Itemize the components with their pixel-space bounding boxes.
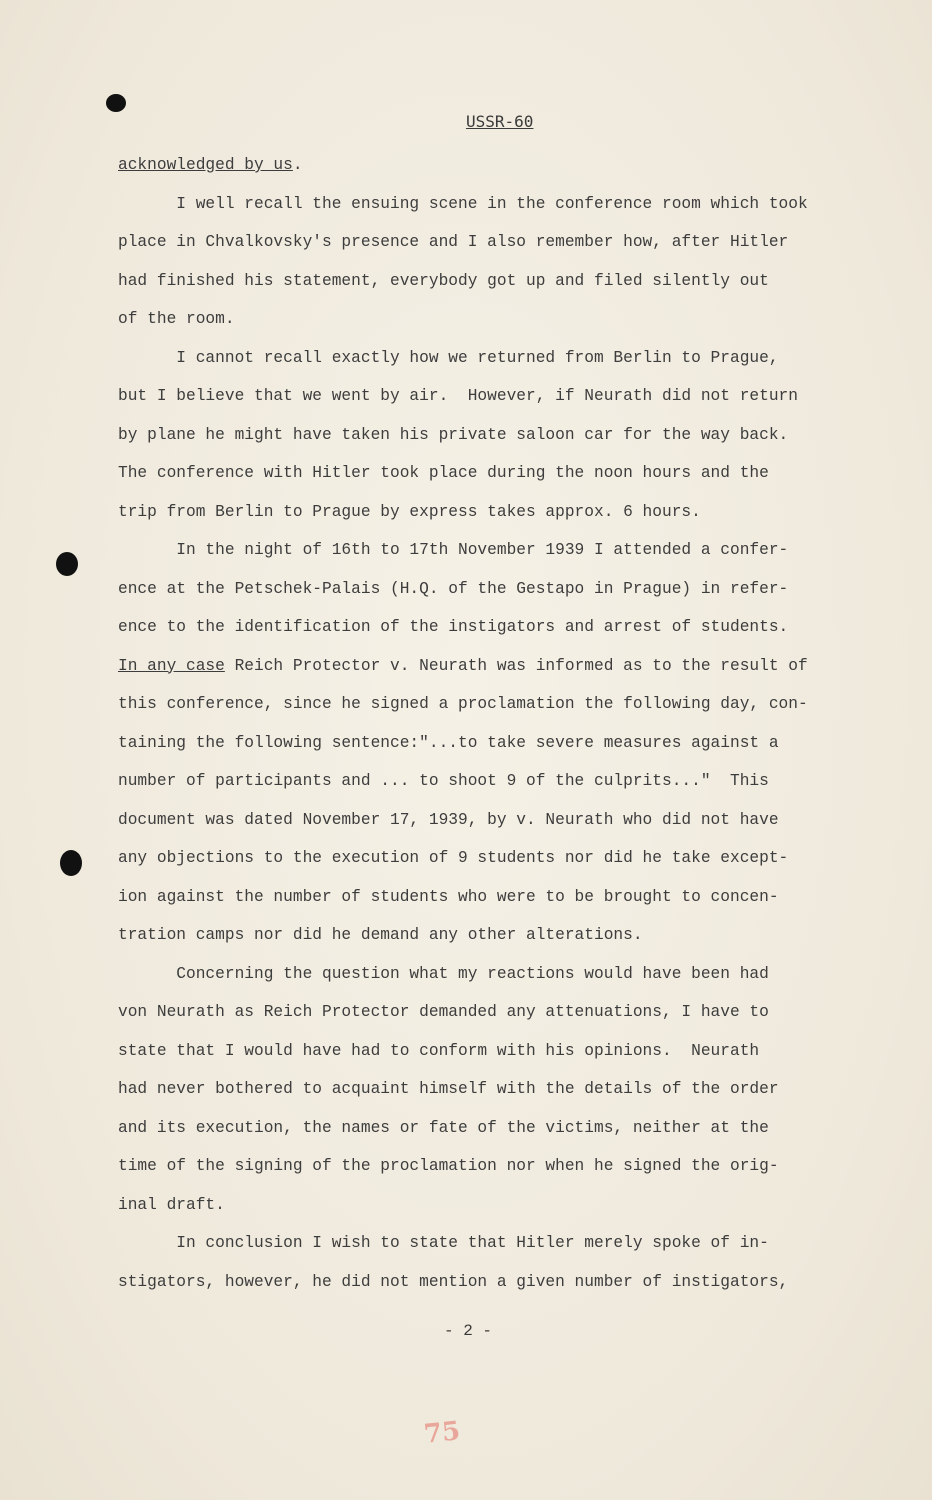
- text-line: [118, 1224, 818, 1263]
- document-body: [118, 146, 818, 1301]
- text-line: [118, 1263, 818, 1302]
- text-segment: inal draft.: [118, 1195, 225, 1214]
- text-segment: and its execution, the names or fate of the victims, neither at the: [118, 1118, 769, 1137]
- text-line: [118, 608, 818, 647]
- text-line: [118, 223, 818, 262]
- text-segment: tration camps nor did he demand any other alterations.: [118, 926, 643, 944]
- text-line: [118, 262, 818, 301]
- text-line: [118, 1032, 818, 1071]
- text-line: [118, 493, 818, 532]
- text-segment: but I believe that we went by air. However, if Neurath did not return: [118, 387, 798, 405]
- text-line: [118, 1186, 818, 1225]
- text-segment: ion against the number of students who were to be brought to concen-: [118, 887, 779, 906]
- text-line: [118, 916, 818, 955]
- text-segment: ence to the identification of the instigators and arrest of students.: [118, 618, 789, 636]
- text-line: [118, 1070, 818, 1109]
- text-segment: .: [292, 156, 303, 174]
- page-stamp: 75: [422, 1416, 462, 1450]
- punch-hole-middle: [56, 552, 78, 576]
- document-reference: USSR-60: [466, 112, 534, 131]
- text-line: [118, 955, 818, 994]
- underlined-text: acknowledged by us: [118, 156, 293, 174]
- text-line: [118, 185, 818, 224]
- text-segment: number of participants and ... to shoot 9 of the culprits..." This: [118, 772, 769, 790]
- text-segment: place in Chvalkovsky's presence and I also remember how, after Hitler: [118, 233, 789, 251]
- punch-hole-top: [106, 94, 126, 112]
- text-segment: I cannot recall exactly how we returned from Berlin to Prague,: [118, 348, 779, 367]
- text-segment: In conclusion I wish to state that Hitler merely spoke of in-: [118, 1234, 769, 1252]
- text-segment: Reich Protector v. Neurath was informed as to the result of: [224, 656, 808, 675]
- text-segment: Concerning the question what my reactions would have been had: [118, 964, 769, 983]
- text-line: [118, 724, 818, 763]
- text-segment: by plane he might have taken his private saloon car for the way back.: [118, 425, 789, 444]
- text-line: [118, 570, 818, 609]
- text-line: [118, 339, 818, 378]
- text-segment: had finished his statement, everybody got up and filed silently out: [118, 271, 769, 290]
- text-line: [118, 878, 818, 917]
- text-segment: any objections to the execution of 9 students nor did he take except-: [118, 849, 789, 867]
- text-line: [118, 1109, 818, 1148]
- text-segment: trip from Berlin to Prague by express takes approx. 6 hours.: [118, 502, 701, 521]
- text-segment: stigators, however, he did not mention a given number of instigators,: [118, 1272, 789, 1291]
- text-segment: von Neurath as Reich Protector demanded any attenuations, I have to: [118, 1003, 769, 1021]
- text-line: [118, 300, 818, 339]
- text-segment: of the room.: [118, 310, 235, 328]
- text-line: [118, 762, 818, 801]
- text-segment: had never bothered to acquaint himself with the details of the order: [118, 1080, 779, 1098]
- text-line: [118, 377, 818, 416]
- text-segment: time of the signing of the proclamation nor when he signed the orig-: [118, 1157, 779, 1175]
- page-number: - 2 -: [444, 1322, 493, 1340]
- punch-hole-bottom: [60, 850, 82, 876]
- text-segment: I well recall the ensuing scene in the conference room which took: [118, 194, 808, 213]
- text-line: [118, 146, 818, 185]
- text-line: [118, 801, 818, 840]
- text-segment: In the night of 16th to 17th November 1939 I attended a confer-: [118, 541, 789, 559]
- underlined-text: In any case: [118, 656, 225, 675]
- text-line: [118, 416, 818, 455]
- text-segment: taining the following sentence:"...to take severe measures against a: [118, 733, 779, 752]
- text-line: [118, 993, 818, 1032]
- text-line: [118, 1147, 818, 1186]
- text-line: [118, 647, 818, 686]
- text-segment: document was dated November 17, 1939, by v. Neurath who did not have: [118, 810, 779, 829]
- text-segment: ence at the Petschek-Palais (H.Q. of the Gestapo in Prague) in refer-: [118, 579, 789, 598]
- text-line: [118, 685, 818, 724]
- text-segment: this conference, since he signed a proclamation the following day, con-: [118, 695, 808, 713]
- text-line: [118, 531, 818, 570]
- text-segment: state that I would have had to conform with his opinions. Neurath: [118, 1041, 760, 1060]
- text-segment: The conference with Hitler took place during the noon hours and the: [118, 464, 769, 482]
- text-line: [118, 454, 818, 493]
- text-line: [118, 839, 818, 878]
